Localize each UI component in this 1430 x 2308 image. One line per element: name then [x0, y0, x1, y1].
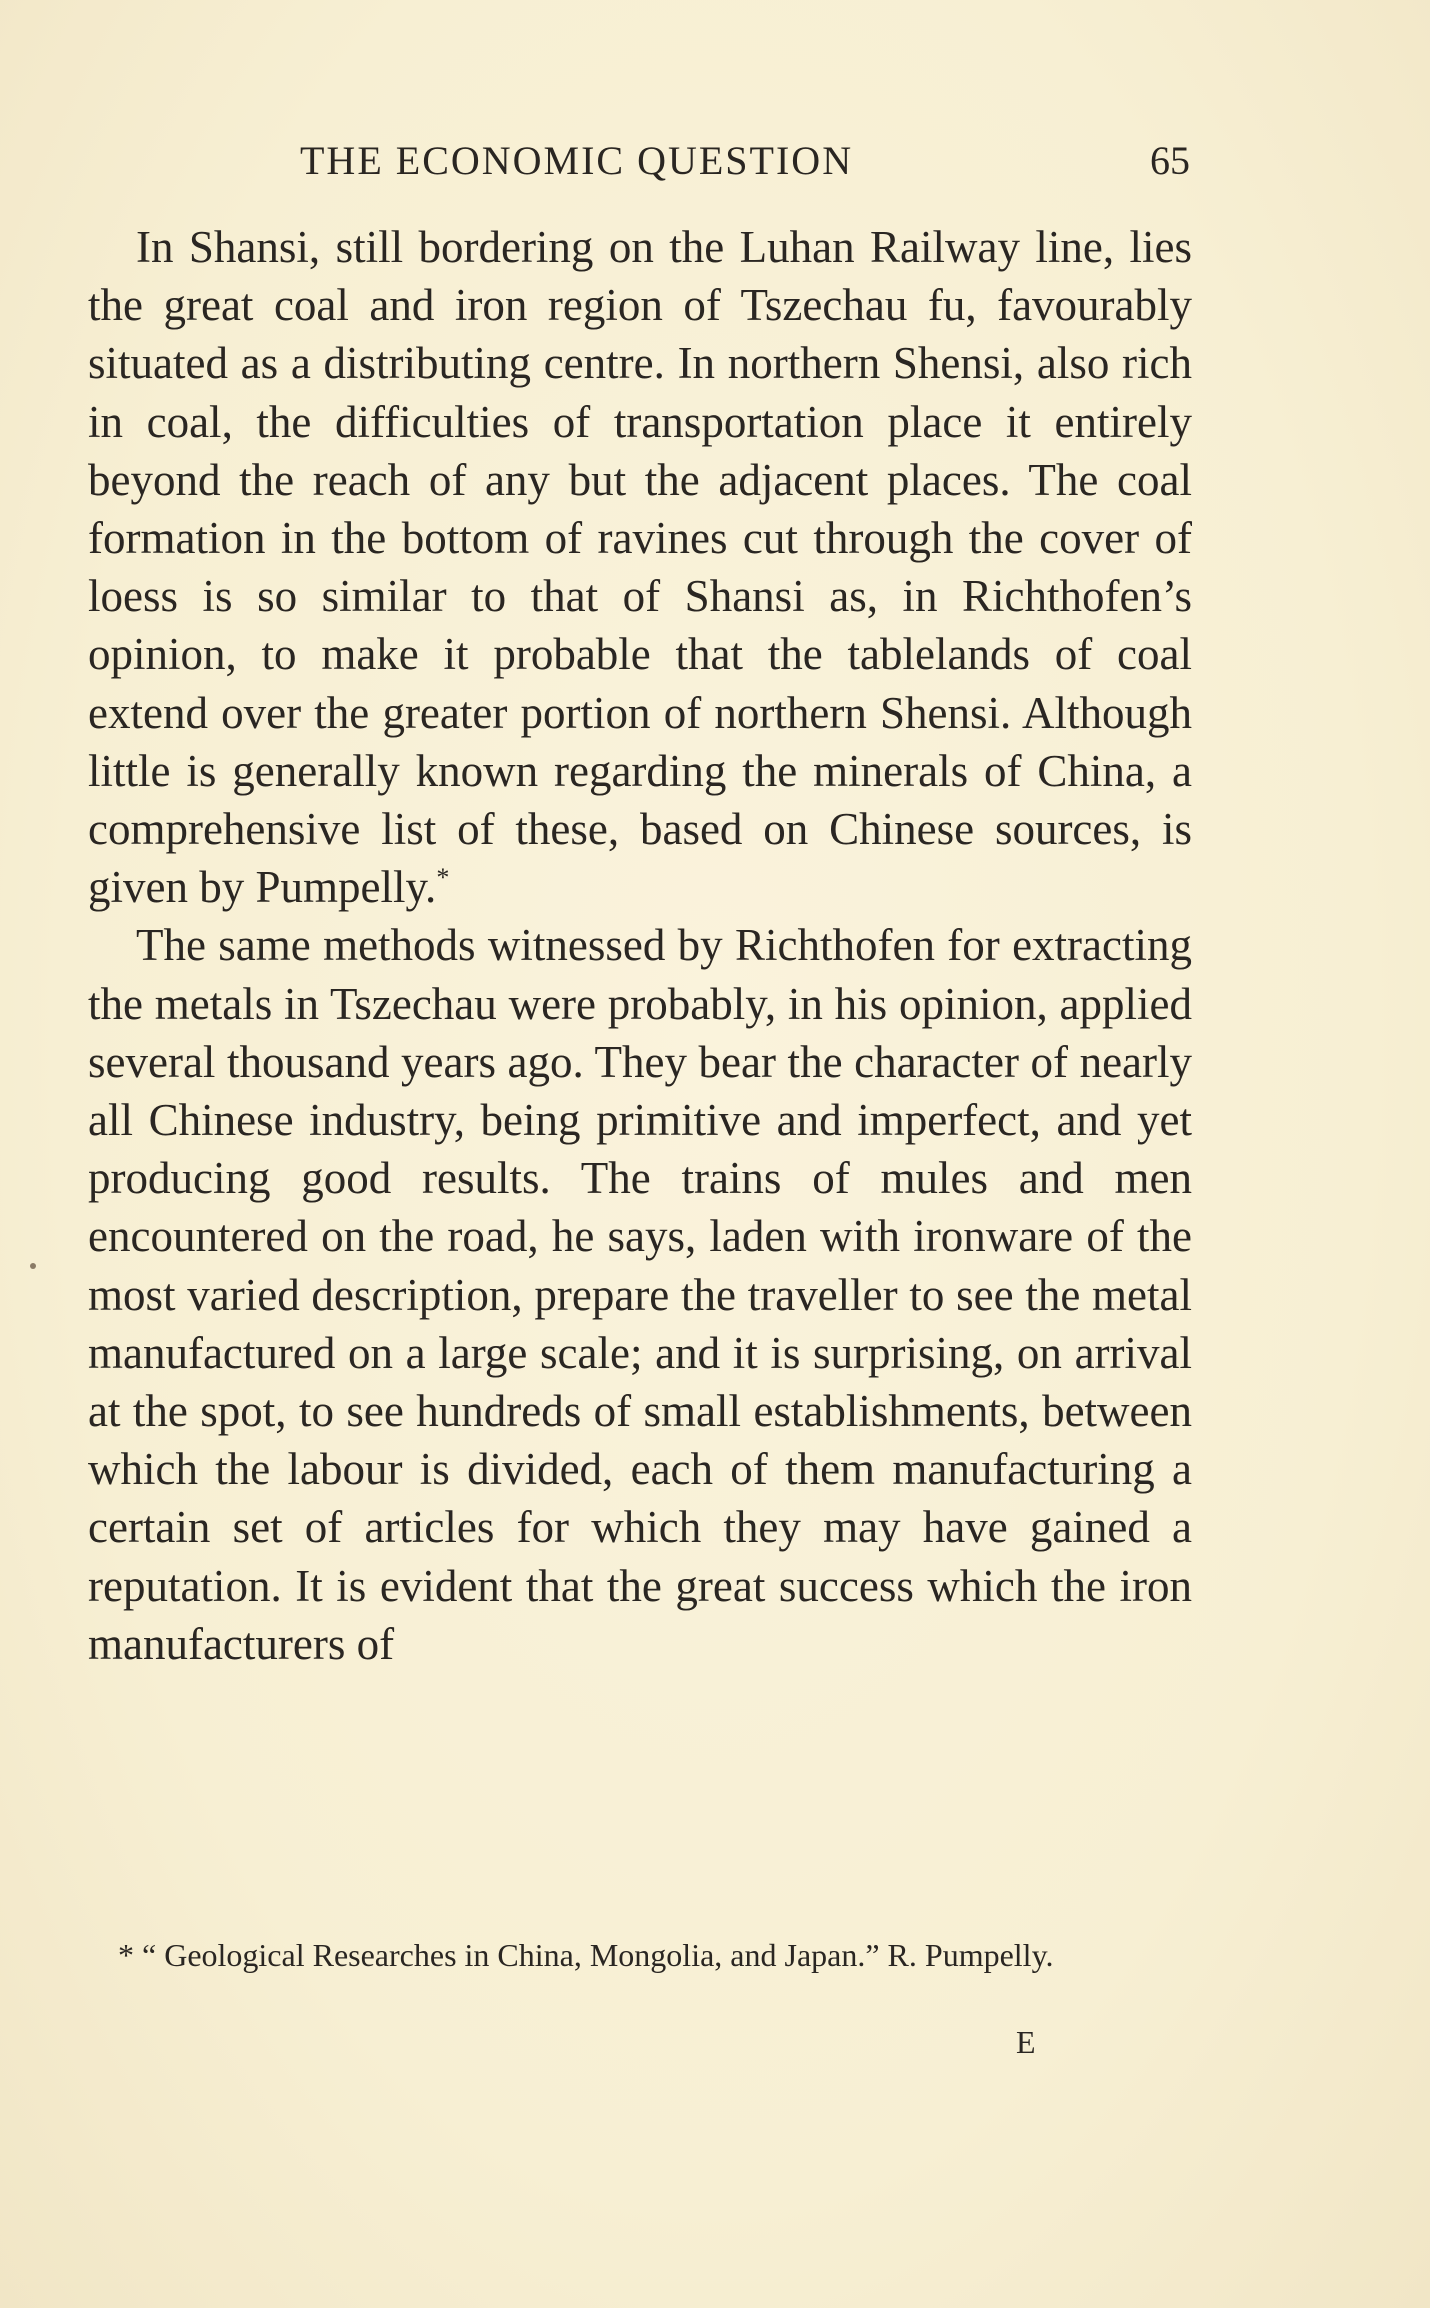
paper-speck [30, 1263, 36, 1269]
page-header [300, 137, 1190, 187]
paragraph: The same methods witnessed by Richthofen for extracting the metals in Tszechau were probably, in his opinion, applied several thousand years ago. They bear the character of nearly all Chinese industry, being primitive and imperfect, and yet producing good results. The trains of mules and men encountered on the road, he says, laden with ironware of the most varied description, prepare the traveller to see the metal manufactured on a large scale; and it is surprising, on arrival at the spot, to see hundreds of small establishments, between which the labour is divided, each of them manufacturing a certain set of articles for which they may have gained a reputation. It is evident that the great success which the iron manufacturers of [88, 920, 1192, 1669]
page-number: 65 [1150, 138, 1190, 183]
footnote: * “ Geological Researches in China, Mongolia, and Japan.” R. Pumpelly. [118, 1937, 1054, 1973]
paragraph [88, 218, 1192, 916]
signature-mark: E [1016, 2024, 1037, 2060]
running-title: THE ECONOMIC QUESTION [300, 138, 854, 183]
footnote-reference: * [436, 863, 450, 893]
paragraph-text: In Shansi, still bordering on the Luhan Railway line, lies the great coal and iron region of Tszechau fu, favourably situated as a distributing centre. In northern Shensi, also rich in coal, the difficulties of transportation place it entirely beyond the reach of any but the adjacent places. The coal formation in the bottom of ravines cut through the cover of loess is so similar to that of Shansi as, in Richthofen’s opinion, to make it probable that the tablelands of coal extend over the greater portion of northern Shensi. Although little is generally known regarding the minerals of China, a comprehensive list of these, based on Chinese sources, is given by Pumpelly. [88, 222, 1192, 913]
main-text [88, 218, 1192, 1673]
